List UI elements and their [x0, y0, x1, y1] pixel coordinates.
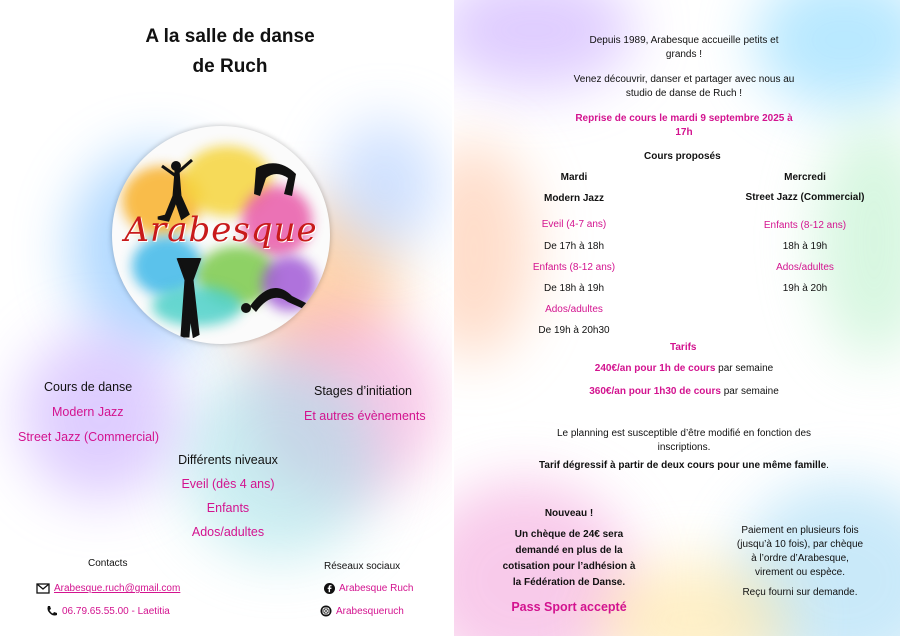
level-item: Ados/adultes: [191, 525, 265, 539]
intro-line-1: Depuis 1989, Arabesque accueille petits et: [589, 35, 779, 46]
instagram-icon: [320, 605, 332, 617]
nouveau-line: Un chèque de 24€ sera: [514, 529, 624, 540]
planning-line-2: inscriptions.: [657, 442, 711, 453]
planning-line-1: Le planning est susceptible d’être modifié en fonction des: [556, 428, 812, 439]
degressif-dot: .: [826, 460, 829, 471]
invite-line-1: Venez découvrir, danser et partager avec nous au: [573, 74, 795, 85]
session-time: De 18h à 19h: [543, 283, 605, 294]
dancer-bottom-right-icon: [232, 276, 312, 320]
session-level: Enfants (8-12 ans): [763, 220, 847, 231]
intro-line-2: grands !: [665, 49, 703, 60]
session-level: Ados/adultes: [545, 304, 603, 315]
session-time: 18h à 19h: [782, 241, 828, 252]
tarifs-heading: Tarifs: [670, 342, 697, 353]
degressif-text: Tarif dégressif à partir de deux cours pour une même famille: [539, 460, 827, 471]
session-level: Ados/adultes: [776, 262, 834, 273]
page-title: [70, 22, 390, 82]
logo-wordmark: Arabesque: [124, 210, 318, 250]
tarif-suffix: par semaine: [720, 386, 779, 397]
intro-text: [544, 34, 824, 62]
levels-heading: Différents niveaux: [178, 453, 278, 467]
nouveau-heading: Nouveau !: [544, 508, 594, 519]
payment-line: Paiement en plusieurs fois: [741, 525, 859, 536]
wednesday-day: Mercredi: [784, 172, 826, 183]
session-level: Enfants (8-12 ans): [532, 262, 616, 273]
courses-proposed-heading: Cours proposés: [644, 151, 721, 162]
session-time: 19h à 20h: [782, 283, 828, 294]
nouveau-line: cotisation pour l’adhésion à: [502, 561, 636, 572]
level-item: Eveil (dès 4 ans): [181, 477, 275, 491]
instagram-link[interactable]: Arabesqueruch: [336, 606, 404, 617]
tarif-line-1: [534, 362, 834, 376]
course-item: Street Jazz (Commercial): [18, 430, 159, 444]
session-time: De 19h à 20h30: [538, 325, 610, 336]
levels-block: [128, 448, 328, 544]
invite-line-2: studio de danse de Ruch !: [625, 88, 743, 99]
contacts-heading: Contacts: [88, 558, 128, 569]
degressif-note: [514, 459, 854, 473]
courses-heading: Cours de danse: [44, 380, 133, 394]
social-instagram: [320, 605, 404, 619]
phone-number: 06.79.65.55.00 - Laetitia: [62, 606, 170, 617]
tarif-suffix: par semaine: [715, 363, 774, 374]
phone-icon: [46, 605, 58, 617]
title-line-1: A la salle de danse: [145, 26, 315, 47]
reprise-line-1: Reprise de cours le mardi 9 septembre 2025 à: [575, 113, 793, 124]
social-heading: Réseaux sociaux: [324, 561, 401, 572]
stages-heading: Stages d’initiation: [314, 384, 412, 398]
stages-sub: Et autres évènements: [304, 409, 426, 423]
payment-line: virement ou espèce.: [754, 567, 846, 578]
nouveau-line: la Fédération de Danse.: [512, 577, 626, 588]
right-panel: [454, 0, 900, 636]
tuesday-column: [514, 168, 634, 342]
wednesday-course: Street Jazz (Commercial): [745, 192, 865, 203]
level-item: Enfants: [206, 501, 250, 515]
tarif-line-2: [534, 385, 834, 399]
splash-lightblue: [330, 120, 440, 250]
nouveau-line: demandé en plus de la: [515, 545, 623, 556]
nouveau-text: [484, 527, 654, 591]
contact-phone: [46, 605, 170, 619]
social-facebook: [324, 582, 414, 596]
wednesday-column: [730, 168, 880, 300]
pass-sport: Pass Sport accepté: [511, 600, 627, 614]
session-time: De 17h à 18h: [543, 241, 605, 252]
tarif-price: 240€/an pour 1h de cours: [594, 363, 716, 374]
reprise-line-2: 17h: [675, 127, 693, 138]
facebook-icon: [324, 583, 335, 594]
tarif-price: 360€/an pour 1h30 de cours: [589, 386, 721, 397]
tuesday-day: Mardi: [560, 172, 588, 183]
planning-note: [534, 427, 834, 455]
tuesday-course: Modern Jazz: [543, 193, 604, 204]
session-level: Eveil (4-7 ans): [541, 219, 607, 230]
payment-receipt: Reçu fourni sur demande.: [742, 587, 858, 598]
contact-email: [36, 582, 180, 596]
arabesque-logo: [112, 126, 330, 344]
payment-line: à l’ordre d’Arabesque,: [751, 553, 849, 564]
dancer-bottom-left-icon: [170, 258, 206, 338]
facebook-link[interactable]: Arabesque Ruch: [339, 583, 414, 594]
reprise-text: [544, 112, 824, 140]
course-item: Modern Jazz: [52, 405, 124, 419]
payment-info: [710, 524, 890, 600]
envelope-icon: [36, 582, 50, 594]
payment-line: (jusqu’à 10 fois), par chèque: [736, 539, 864, 550]
email-link[interactable]: Arabesque.ruch@gmail.com: [54, 583, 181, 594]
invite-text: [534, 73, 834, 101]
title-line-2: de Ruch: [192, 56, 268, 77]
